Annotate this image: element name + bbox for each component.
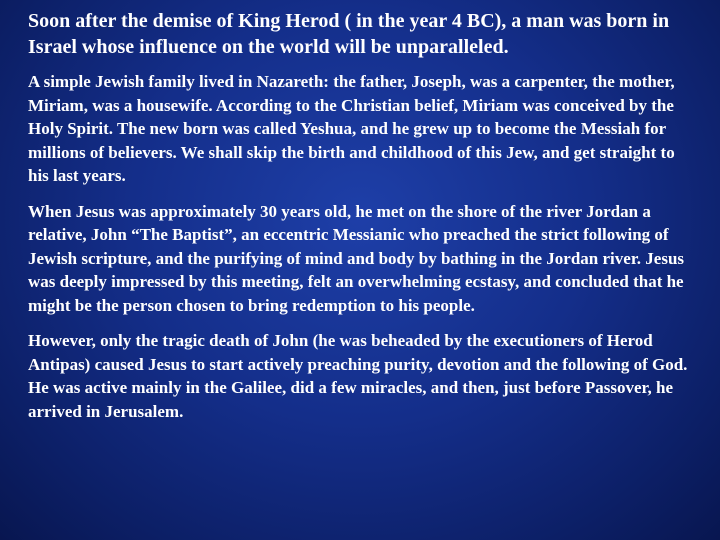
slide-content [28,8,712,423]
preaching-paragraph: However, only the tragic death of John (he was beheaded by the executioners of Herod Antipas) caused Jesus to start actively preaching purity, devotion and the following of God. He was active mainly in the Galilee, did a few miracles, and then, just before Passover, he arrived in Jerusalem. [28,331,688,421]
intro-paragraph: Soon after the demise of King Herod ( in the year 4 BC), a man was born in Israel whose influence on the world will be unparalleled. [28,10,670,58]
family-paragraph: A simple Jewish family lived in Nazareth: the father, Joseph, was a carpenter, the mother, Miriam, was a housewife. According to the Christian belief, Miriam was conceived by the Holy Spirit. The new born was called Yeshua, and he grew up to become the Messiah for millions of believers. We shall skip the birth and childhood of this Jew, and get straight to his last years. [28,72,675,185]
john-baptist-paragraph: When Jesus was approximately 30 years old, he met on the shore of the river Jordan a relative, John “The Baptist”, an eccentric Messianic who preached the strict following of Jewish scripture, and the purifying of mind and body by bathing in the Jordan river. Jesus was deeply impressed by this meeting, felt an overwhelming ecstasy, and concluded that he might be the person chosen to bring redemption to his people. [28,201,685,315]
